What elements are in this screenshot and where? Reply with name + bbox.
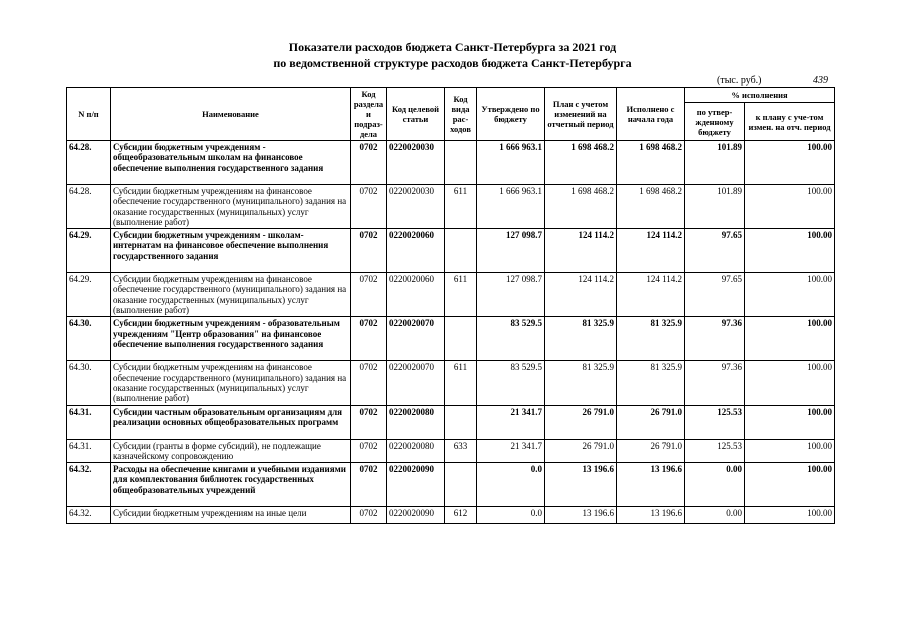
- row-num: 64.28.: [67, 141, 111, 185]
- row-plan: 124 114.2: [545, 229, 617, 273]
- row-name: Субсидии бюджетным учреждениям на иные цели: [111, 507, 351, 524]
- row-executed: 124 114.2: [617, 273, 685, 317]
- row-pct-plan: 100.00: [745, 185, 835, 229]
- row-pct-plan: 100.00: [745, 317, 835, 361]
- header-kind: Код вида рас-ходов: [445, 88, 477, 141]
- row-kind: 611: [445, 361, 477, 405]
- row-pct-approved: 0.00: [685, 463, 745, 507]
- row-name: Субсидии бюджетным учреждениям - школам-интернатам на финансовое обеспечение выполнения государственного задания: [111, 229, 351, 273]
- row-plan: 81 325.9: [545, 361, 617, 405]
- row-target: 0220020060: [387, 273, 445, 317]
- row-name: Субсидии бюджетным учреждениям - общеобразовательным школам на финансовое обеспечение выполнения государственного задания: [111, 141, 351, 185]
- table-row: [67, 141, 835, 185]
- row-approved: 83 529.5: [477, 361, 545, 405]
- row-pct-plan: 100.00: [745, 273, 835, 317]
- table-body: [67, 141, 835, 524]
- row-name: Субсидии бюджетным учреждениям на финансовое обеспечение государственного (муниципального) задания на оказание государственных (муниципальных) услуг (выполнение работ): [111, 361, 351, 405]
- table-row: [67, 273, 835, 317]
- row-target: 0220020070: [387, 361, 445, 405]
- row-pct-plan: 100.00: [745, 141, 835, 185]
- row-pct-plan: 100.00: [745, 405, 835, 439]
- row-section: 0702: [351, 317, 387, 361]
- row-section: 0702: [351, 507, 387, 524]
- row-target: 0220020030: [387, 185, 445, 229]
- header-pct: % исполнения: [685, 88, 835, 103]
- row-executed: 26 791.0: [617, 439, 685, 463]
- table-row: [67, 185, 835, 229]
- row-num: 64.29.: [67, 229, 111, 273]
- row-pct-approved: 101.89: [685, 141, 745, 185]
- row-plan: 26 791.0: [545, 405, 617, 439]
- row-section: 0702: [351, 229, 387, 273]
- row-kind: 611: [445, 273, 477, 317]
- row-pct-plan: 100.00: [745, 439, 835, 463]
- row-name: Субсидии частным образовательным организациям для реализации основных общеобразовательных программ: [111, 405, 351, 439]
- row-executed: 1 698 468.2: [617, 185, 685, 229]
- row-plan: 26 791.0: [545, 439, 617, 463]
- row-num: 64.30.: [67, 317, 111, 361]
- row-pct-plan: 100.00: [745, 507, 835, 524]
- row-section: 0702: [351, 141, 387, 185]
- row-target: 0220020080: [387, 405, 445, 439]
- row-pct-approved: 0.00: [685, 507, 745, 524]
- header-plan: План с учетом изменений на отчетный период: [545, 88, 617, 141]
- row-section: 0702: [351, 361, 387, 405]
- header-executed: Исполнено с начала года: [617, 88, 685, 141]
- row-pct-approved: 97.36: [685, 317, 745, 361]
- report-title-line2: по ведомственной структуре расходов бюджета Санкт-Петербурга: [273, 56, 632, 70]
- row-pct-approved: 97.65: [685, 273, 745, 317]
- row-num: 64.32.: [67, 463, 111, 507]
- row-plan: 81 325.9: [545, 317, 617, 361]
- row-section: 0702: [351, 273, 387, 317]
- row-executed: 81 325.9: [617, 361, 685, 405]
- units-label: (тыс. руб.): [717, 75, 762, 86]
- row-num: 64.30.: [67, 361, 111, 405]
- row-plan: 13 196.6: [545, 463, 617, 507]
- header-num: N п/п: [67, 88, 111, 141]
- row-name: Субсидии (гранты в форме субсидий), не подлежащие казначейскому сопровождению: [111, 439, 351, 463]
- page-number: 439: [813, 75, 828, 86]
- row-pct-plan: 100.00: [745, 229, 835, 273]
- row-executed: 13 196.6: [617, 507, 685, 524]
- row-name: Субсидии бюджетным учреждениям на финансовое обеспечение государственного (муниципального) задания на оказание государственных (муниципальных) услуг (выполнение работ): [111, 273, 351, 317]
- row-pct-approved: 125.53: [685, 405, 745, 439]
- row-kind: 633: [445, 439, 477, 463]
- row-approved: 127 098.7: [477, 273, 545, 317]
- row-section: 0702: [351, 439, 387, 463]
- header-target: Код целевой статьи: [387, 88, 445, 141]
- row-approved: 1 666 963.1: [477, 141, 545, 185]
- row-kind: 612: [445, 507, 477, 524]
- header-name: Наименование: [111, 88, 351, 141]
- row-target: 0220020090: [387, 507, 445, 524]
- row-approved: 21 341.7: [477, 405, 545, 439]
- header-pct-approved: по утвер-жденному бюджету: [685, 103, 745, 141]
- header-pct-plan: к плану с уче-том измен. на отч. период: [745, 103, 835, 141]
- row-kind: [445, 463, 477, 507]
- row-num: 64.28.: [67, 185, 111, 229]
- row-name: Субсидии бюджетным учреждениям - образовательным учреждениям "Центр образования" на финансовое обеспечение выполнения государственного задания: [111, 317, 351, 361]
- header-approved: Утверждено по бюджету: [477, 88, 545, 141]
- row-kind: [445, 141, 477, 185]
- row-name: Субсидии бюджетным учреждениям на финансовое обеспечение государственного (муниципального) задания на оказание государственных (муниципальных) услуг (выполнение работ): [111, 185, 351, 229]
- row-section: 0702: [351, 185, 387, 229]
- row-executed: 81 325.9: [617, 317, 685, 361]
- row-pct-plan: 100.00: [745, 463, 835, 507]
- row-approved: 83 529.5: [477, 317, 545, 361]
- row-kind: 611: [445, 185, 477, 229]
- row-target: 0220020030: [387, 141, 445, 185]
- row-executed: 13 196.6: [617, 463, 685, 507]
- row-plan: 1 698 468.2: [545, 185, 617, 229]
- row-executed: 1 698 468.2: [617, 141, 685, 185]
- row-approved: 0.0: [477, 507, 545, 524]
- row-target: 0220020070: [387, 317, 445, 361]
- row-plan: 124 114.2: [545, 273, 617, 317]
- table-row: [67, 507, 835, 524]
- row-target: 0220020090: [387, 463, 445, 507]
- row-pct-approved: 101.89: [685, 185, 745, 229]
- row-kind: [445, 229, 477, 273]
- row-num: 64.31.: [67, 439, 111, 463]
- row-target: 0220020060: [387, 229, 445, 273]
- row-pct-plan: 100.00: [745, 361, 835, 405]
- row-approved: 127 098.7: [477, 229, 545, 273]
- row-approved: 1 666 963.1: [477, 185, 545, 229]
- row-executed: 124 114.2: [617, 229, 685, 273]
- header-section: Код раздела и подраз-дела: [351, 88, 387, 141]
- row-num: 64.31.: [67, 405, 111, 439]
- row-kind: [445, 405, 477, 439]
- report-title-line1: Показатели расходов бюджета Санкт-Петербурга за 2021 год: [288, 40, 617, 54]
- table-row: [67, 317, 835, 361]
- row-pct-approved: 97.65: [685, 229, 745, 273]
- table-row: [67, 439, 835, 463]
- row-plan: 13 196.6: [545, 507, 617, 524]
- table-row: [67, 405, 835, 439]
- row-kind: [445, 317, 477, 361]
- row-section: 0702: [351, 405, 387, 439]
- row-approved: 21 341.7: [477, 439, 545, 463]
- row-section: 0702: [351, 463, 387, 507]
- row-target: 0220020080: [387, 439, 445, 463]
- row-num: 64.29.: [67, 273, 111, 317]
- row-executed: 26 791.0: [617, 405, 685, 439]
- table-row: [67, 463, 835, 507]
- table-row: [67, 229, 835, 273]
- row-name: Расходы на обеспечение книгами и учебными изданиями для комплектования библиотек государственных общеобразовательных учреждений: [111, 463, 351, 507]
- row-approved: 0.0: [477, 463, 545, 507]
- row-pct-approved: 125.53: [685, 439, 745, 463]
- table-row: [67, 361, 835, 405]
- row-plan: 1 698 468.2: [545, 141, 617, 185]
- budget-table: [66, 87, 835, 524]
- row-num: 64.32.: [67, 507, 111, 524]
- row-pct-approved: 97.36: [685, 361, 745, 405]
